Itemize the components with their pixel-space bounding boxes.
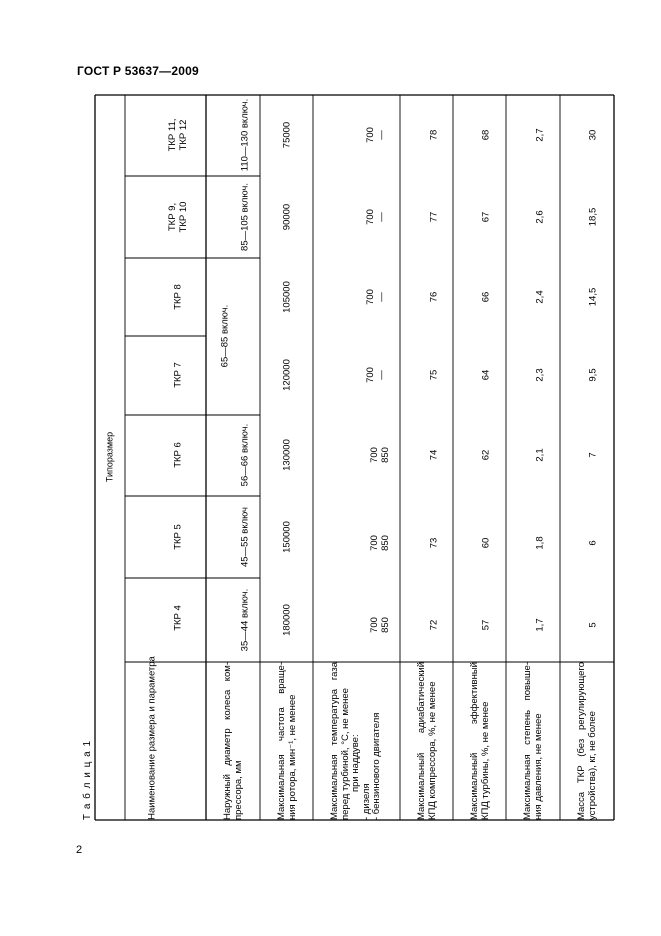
table-cell: 110—130 включ. xyxy=(239,98,251,172)
page-number: 2 xyxy=(76,844,83,856)
table-cell: 2,4 xyxy=(534,290,546,304)
table-cell: 120000 xyxy=(281,359,293,391)
table-cell: 73 xyxy=(428,537,440,549)
table-cell: 700 850 xyxy=(369,535,391,551)
table-cell: 14,5 xyxy=(587,287,599,307)
row-name-wheel-diameter: Наружный диаметр колеса ком- прессора, мм xyxy=(222,662,244,820)
column-header: ТКР 7 xyxy=(172,362,184,388)
table-cell: 5 xyxy=(587,622,599,628)
table-cell: 68 xyxy=(480,129,492,141)
column-header: ТКР 5 xyxy=(172,524,184,550)
table-cell: 62 xyxy=(480,449,492,461)
table-cell: 700 850 xyxy=(369,447,391,463)
column-header: ТКР 9, ТКР 10 xyxy=(167,201,189,233)
column-header: ТКР 6 xyxy=(172,442,184,468)
table-cell: 35—44 включ. xyxy=(239,588,251,652)
table-cell: 90000 xyxy=(281,203,293,231)
table-cell: 75 xyxy=(428,369,440,381)
table-cell: 56—66 включ. xyxy=(239,423,251,487)
row-name-turbine-efficiency: Максимальный эффективный КПД турбины, %, не менее xyxy=(469,662,491,820)
table-cell: 700 850 xyxy=(369,617,391,633)
table-cell: 9,5 xyxy=(587,368,599,382)
table-cell: 67 xyxy=(480,211,492,223)
table-cell: 57 xyxy=(480,619,492,631)
row-name-rotor-speed: Максимальная частота враще- ния ротора, мин⁻¹, не менее xyxy=(276,662,298,820)
header-name-label: Наименование размера и параметра xyxy=(146,656,158,820)
table-cell: 2,1 xyxy=(534,448,546,462)
table-cell: 6 xyxy=(587,540,599,546)
table-cell: 1,8 xyxy=(534,536,546,550)
table-cell: 72 xyxy=(428,619,440,631)
table-cell: 2,7 xyxy=(534,128,546,142)
table-cell: 30 xyxy=(587,129,599,141)
column-header: ТКР 11, ТКР 12 xyxy=(167,118,189,152)
row-name-mass: Масса ТКР (без регулирующего устройства), кг, не более xyxy=(576,662,598,820)
table-cell: 130000 xyxy=(281,439,293,471)
table-cell: 77 xyxy=(428,211,440,223)
column-header: ТКР 4 xyxy=(172,605,184,631)
column-header: ТКР 8 xyxy=(172,284,184,310)
table-cell: 65—85 включ. xyxy=(219,304,231,368)
table-cell: 85—105 включ. xyxy=(239,183,251,251)
table-cell: 700 — xyxy=(365,127,387,143)
table-caption: Т а б л и ц а 1 xyxy=(82,739,93,821)
table-cell: 105000 xyxy=(281,281,293,313)
table-cell: 7 xyxy=(587,452,599,458)
table-cell: 700 — xyxy=(365,209,387,225)
table-cell: 150000 xyxy=(281,521,293,553)
table-cell: 78 xyxy=(428,129,440,141)
table-cell: 1,7 xyxy=(534,618,546,632)
table-cell: 700 — xyxy=(365,367,387,383)
table-cell: 700 — xyxy=(365,289,387,305)
table-cell: 64 xyxy=(480,369,492,381)
standard-header: ГОСТ Р 53637—2009 xyxy=(77,64,199,78)
row-name-compressor-efficiency: Максимальный адиабатический КПД компрессора, %, не менее xyxy=(416,662,438,820)
row-name-gas-temperature: Максимальная температура газа перед турбиной, °С, не менее при наддуве: - дизеля - бензинового двигателя xyxy=(328,662,382,820)
table-cell: 75000 xyxy=(281,121,293,149)
table-cell: 66 xyxy=(480,291,492,303)
table-cell: 2,3 xyxy=(534,368,546,382)
table-cell: 18,5 xyxy=(587,207,599,227)
table-cell: 2,6 xyxy=(534,210,546,224)
table-cell: 76 xyxy=(428,291,440,303)
row-name-pressure-ratio: Максимальная степень повыше- ния давления, не менее xyxy=(522,662,544,820)
table-cell: 60 xyxy=(480,537,492,549)
table-cell: 45—55 включ xyxy=(239,507,251,567)
header-group-label: Типоразмер xyxy=(104,431,115,483)
table-cell: 180000 xyxy=(281,604,293,636)
table-cell: 74 xyxy=(428,449,440,461)
